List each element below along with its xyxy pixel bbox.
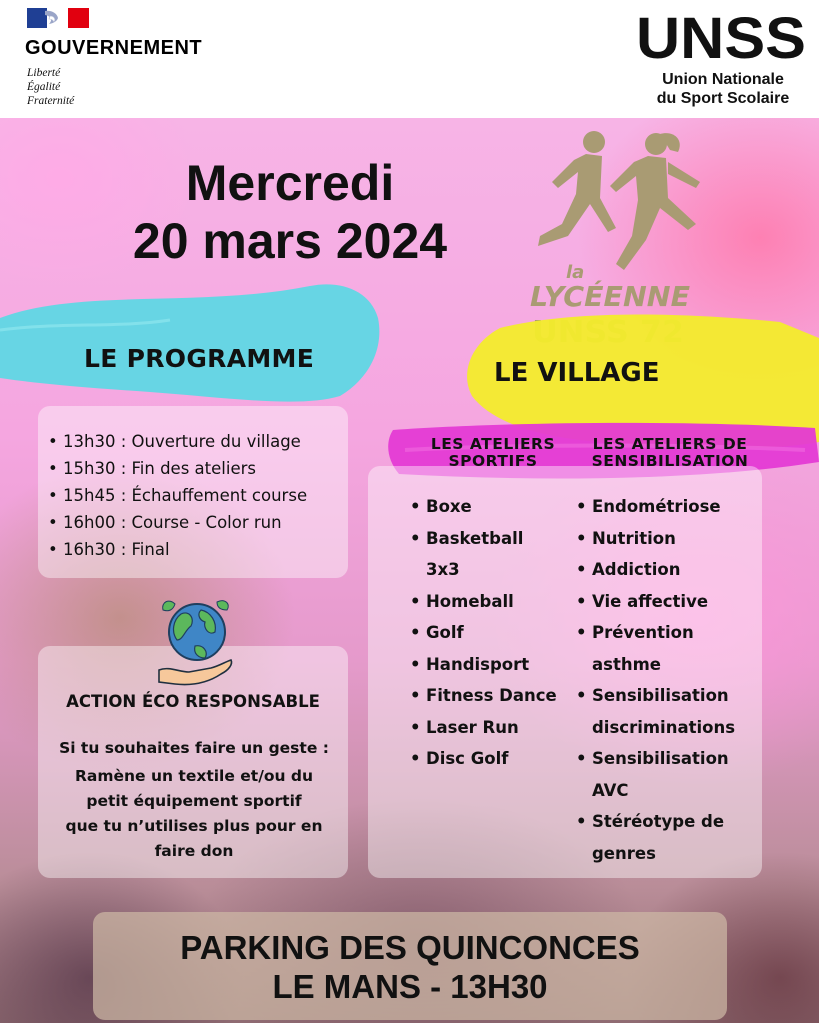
list-item: • Fitness Dance	[410, 680, 570, 712]
event-day: Mercredi	[185, 155, 395, 211]
unss-subtitle-line2: du Sport Scolaire	[656, 90, 790, 107]
list-item: • Prévention asthme	[576, 617, 692, 680]
list-item: • 16h00 : Course - Color run	[48, 513, 282, 532]
list-item: • 15h30 : Fin des ateliers	[48, 459, 256, 478]
eco-body-line: que tu n’utilises plus pour en	[65, 817, 323, 835]
list-item: • Vie affective	[576, 586, 748, 618]
list-item: • Basketball 3x3	[410, 523, 526, 586]
list-item: • Handisport	[410, 649, 570, 681]
unss-logo	[636, 10, 806, 66]
list-item: • Nutrition	[576, 523, 748, 555]
motto-liberte: Liberté	[27, 67, 61, 79]
unss-subtitle	[638, 70, 808, 108]
lyceenne-la: la	[566, 262, 585, 283]
lyceenne-name: LYCÉENNE	[530, 280, 688, 313]
motto-egalite: Égalité	[27, 81, 61, 93]
marianne-flag-icon	[27, 8, 89, 28]
blue-brush-stroke	[0, 278, 380, 408]
sensibilisation-list	[576, 491, 748, 869]
list-item: • Boxe	[410, 491, 570, 523]
sensibilisation-heading: LES ATELIERS DE SENSIBILISATION	[591, 435, 749, 470]
eco-body-line: petit équipement sportif	[86, 792, 302, 810]
village-heading: LE VILLAGE	[494, 358, 660, 388]
list-item: • Addiction	[576, 554, 748, 586]
eco-heading: ACTION ÉCO RESPONSABLE	[66, 692, 320, 711]
gov-motto	[27, 66, 74, 108]
event-date-title	[40, 154, 540, 270]
unss-subtitle-line1: Union Nationale	[662, 71, 784, 88]
location-line1: PARKING DES QUINCONCES	[180, 929, 640, 966]
location-line2: LE MANS - 13H30	[272, 968, 548, 1005]
list-item: • Stéréotype de genres	[576, 806, 738, 869]
sportifs-list	[410, 491, 570, 775]
gov-title: GOUVERNEMENT	[25, 37, 203, 59]
eco-intro: Si tu souhaites faire un geste :	[59, 739, 329, 757]
list-item: • Golf	[410, 617, 570, 649]
programme-heading: LE PROGRAMME	[84, 344, 315, 373]
eco-body	[50, 764, 338, 864]
list-item: • Disc Golf	[410, 743, 570, 775]
globe-hand-icon	[155, 596, 235, 691]
list-item: • 16h30 : Final	[48, 540, 170, 559]
list-item: • Endométriose	[576, 491, 748, 523]
event-date: 20 mars 2024	[132, 213, 448, 269]
list-item: • Laser Run	[410, 712, 570, 744]
eco-body-line: Ramène un textile et/ou du	[74, 767, 314, 785]
location-text	[93, 928, 727, 1006]
motto-fraternite: Fraternité	[27, 95, 75, 107]
eco-body-line: faire don	[154, 842, 234, 860]
poster	[0, 118, 819, 1023]
list-item: • Sensibilisation AVC	[576, 743, 722, 806]
sportifs-heading: LES ATELIERS SPORTIFS	[430, 435, 556, 470]
list-item: • Sensibilisation discriminations	[576, 680, 742, 743]
header	[0, 0, 819, 118]
list-item: • 15h45 : Échauffement course	[48, 486, 308, 505]
programme-list	[48, 428, 307, 563]
list-item: • Homeball	[410, 586, 570, 618]
unss-logo-text: UNSS	[636, 10, 806, 66]
list-item: • 13h30 : Ouverture du village	[48, 432, 301, 451]
